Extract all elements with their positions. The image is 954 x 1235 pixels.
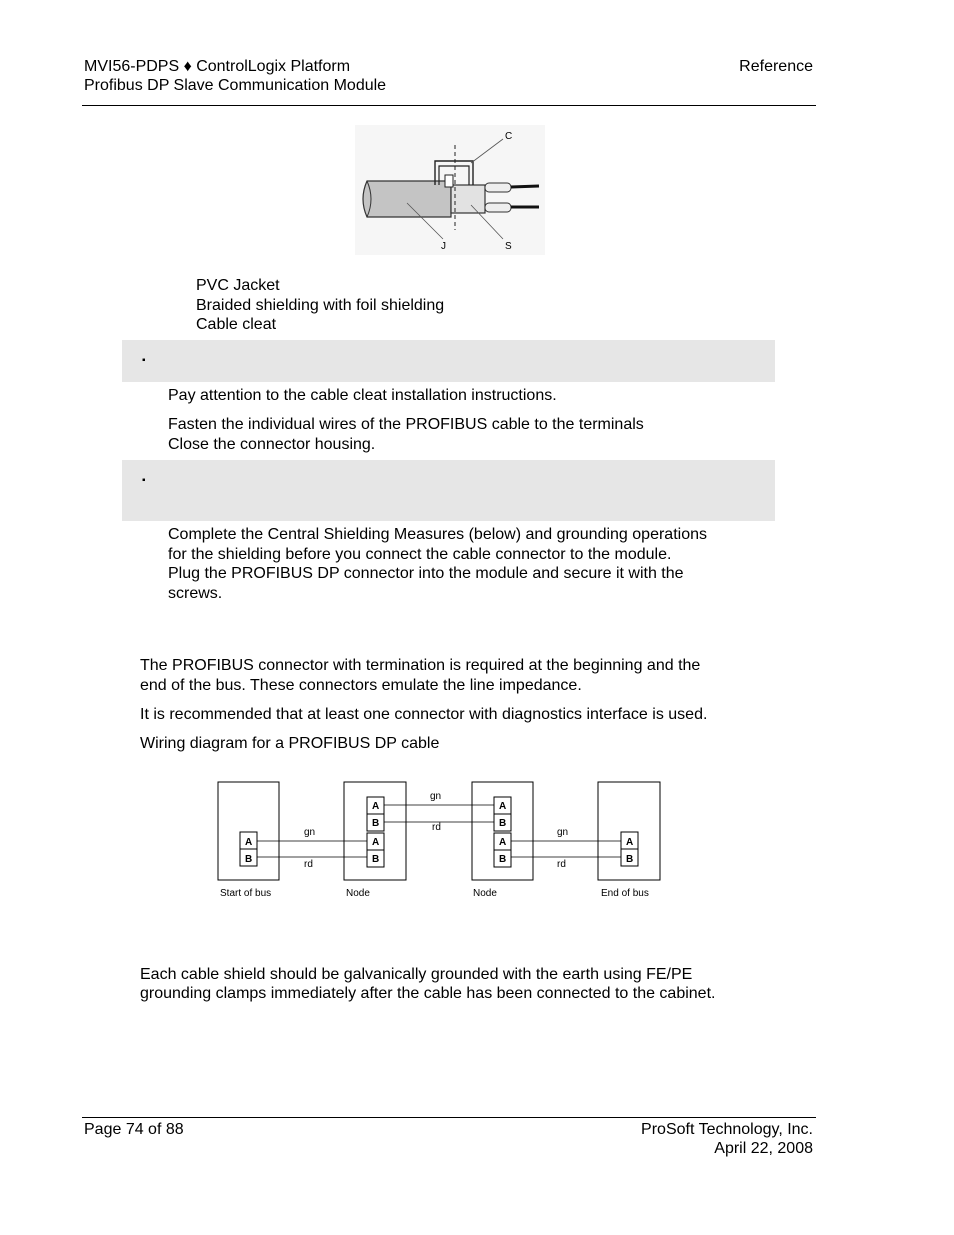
wire-gn-1: gn (304, 827, 316, 838)
legend-cleat: Cable cleat (196, 316, 277, 333)
footer-company: ProSoft Technology, Inc. (641, 1121, 813, 1138)
node2-terminal-b2: B (499, 854, 507, 865)
note-bullet-1: ▪ (142, 355, 146, 366)
node1-terminal-b2: B (372, 854, 380, 865)
label-s: S (505, 241, 512, 252)
node1-terminal-a1: A (372, 801, 380, 812)
step-shielding-line2: for the shielding before you connect the cable connector to the module. (168, 546, 672, 563)
wire-rd-3: rd (557, 859, 566, 870)
header-title: MVI56-PDPS ♦ ControlLogix Platform (84, 58, 351, 75)
wiring-diagram (212, 778, 680, 902)
start-of-bus-label: Start of bus (220, 888, 272, 899)
start-terminal-b: B (245, 854, 253, 865)
para-diagnostics: It is recommended that at least one connector with diagnostics interface is used. (140, 706, 708, 723)
label-c: C (505, 131, 513, 142)
label-j: J (441, 241, 446, 252)
node1-terminal-b1: B (372, 818, 380, 829)
note-box-2 (122, 460, 775, 521)
end-of-bus-label: End of bus (601, 888, 649, 899)
step-shielding-line1: Complete the Central Shielding Measures (below) and grounding operations (168, 526, 707, 543)
node2-terminal-a1: A (499, 801, 507, 812)
node2-terminal-a2: A (499, 837, 507, 848)
footer-date: April 22, 2008 (714, 1140, 813, 1157)
note-box-1 (122, 340, 775, 382)
node2-terminal-b1: B (499, 818, 507, 829)
step-close-housing: Close the connector housing. (168, 436, 376, 453)
header-section: Reference (739, 58, 813, 75)
step-fasten-wires: Fasten the individual wires of the PROFIBUS cable to the terminals (168, 416, 644, 433)
legend-shielding: Braided shielding with foil shielding (196, 297, 445, 314)
para-termination-line2: end of the bus. These connectors emulate the line impedance. (140, 677, 582, 694)
start-terminal-a: A (245, 837, 253, 848)
step-plug-line2: screws. (168, 585, 223, 602)
cable-connector-figure (355, 125, 545, 255)
para-grounding-line2: grounding clamps immediately after the cable has been connected to the cabinet. (140, 985, 716, 1002)
wire-rd-1: rd (304, 859, 313, 870)
node2-label: Node (473, 888, 497, 899)
legend-jacket: PVC Jacket (196, 277, 280, 294)
para-termination-line1: The PROFIBUS connector with termination is required at the beginning and the (140, 657, 701, 674)
header-rule (82, 105, 816, 106)
end-terminal-b: B (626, 854, 634, 865)
footer-page-number: Page 74 of 88 (84, 1121, 184, 1138)
note-bullet-2: ▪ (142, 475, 146, 486)
wire-gn-3: gn (557, 827, 569, 838)
end-terminal-a: A (626, 837, 634, 848)
para-grounding-line1: Each cable shield should be galvanically grounded with the earth using FE/PE (140, 966, 693, 983)
step-plug-line1: Plug the PROFIBUS DP connector into the module and secure it with the (168, 565, 684, 582)
para-wiring-caption: Wiring diagram for a PROFIBUS DP cable (140, 735, 440, 752)
step-cleat-instructions: Pay attention to the cable cleat installation instructions. (168, 387, 557, 404)
header-subtitle: Profibus DP Slave Communication Module (84, 77, 387, 94)
wire-gn-2: gn (430, 791, 442, 802)
footer-rule (82, 1117, 816, 1118)
node1-terminal-a2: A (372, 837, 380, 848)
node1-label: Node (346, 888, 370, 899)
wire-rd-2: rd (432, 822, 441, 833)
